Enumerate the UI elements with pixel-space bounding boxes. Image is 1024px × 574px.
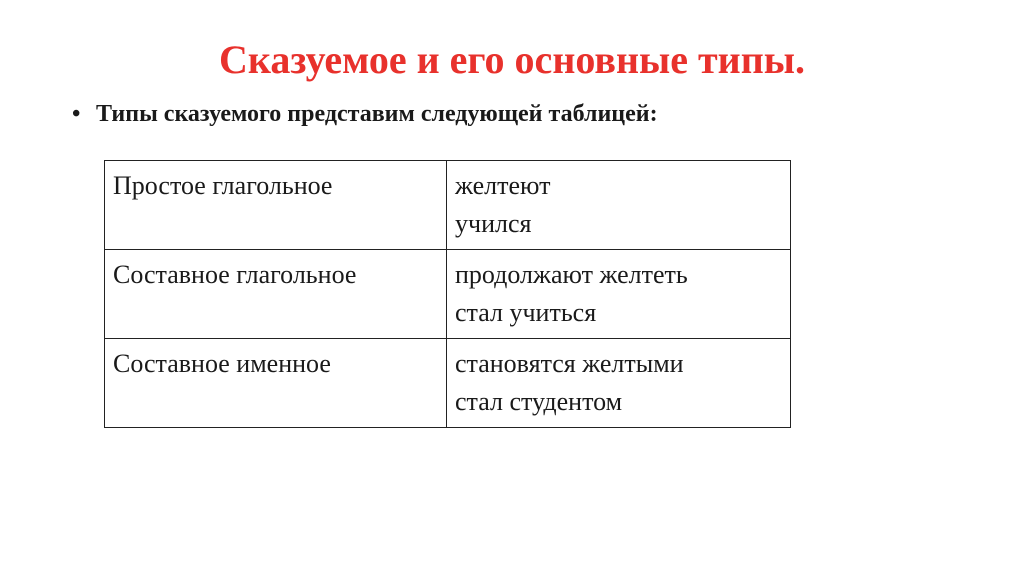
type-cell	[105, 339, 447, 428]
example-text: стал студентом	[455, 387, 623, 416]
type-label: Составное глагольное	[113, 260, 357, 289]
examples-cell	[447, 250, 791, 339]
example-text: учился	[455, 209, 532, 238]
example-text: становятся желтыми	[455, 349, 684, 378]
table-row	[105, 339, 791, 428]
example-text: стал учиться	[455, 298, 597, 327]
bullet-item	[72, 97, 658, 131]
type-cell	[105, 250, 447, 339]
bullet-text: Типы сказуемого представим следующей таблицей:	[96, 101, 658, 127]
examples-cell	[447, 339, 791, 428]
type-cell	[105, 161, 447, 250]
bullet-marker: •	[72, 101, 81, 127]
table-row	[105, 250, 791, 339]
type-label: Составное именное	[113, 349, 331, 378]
predicate-types-table	[104, 160, 791, 428]
type-label: Простое глагольное	[113, 171, 333, 200]
example-text: желтеют	[455, 171, 551, 200]
example-text: продолжают желтеть	[455, 260, 688, 289]
slide-title: Сказуемое и его основные типы.	[219, 37, 805, 82]
table-row	[105, 161, 791, 250]
examples-cell	[447, 161, 791, 250]
